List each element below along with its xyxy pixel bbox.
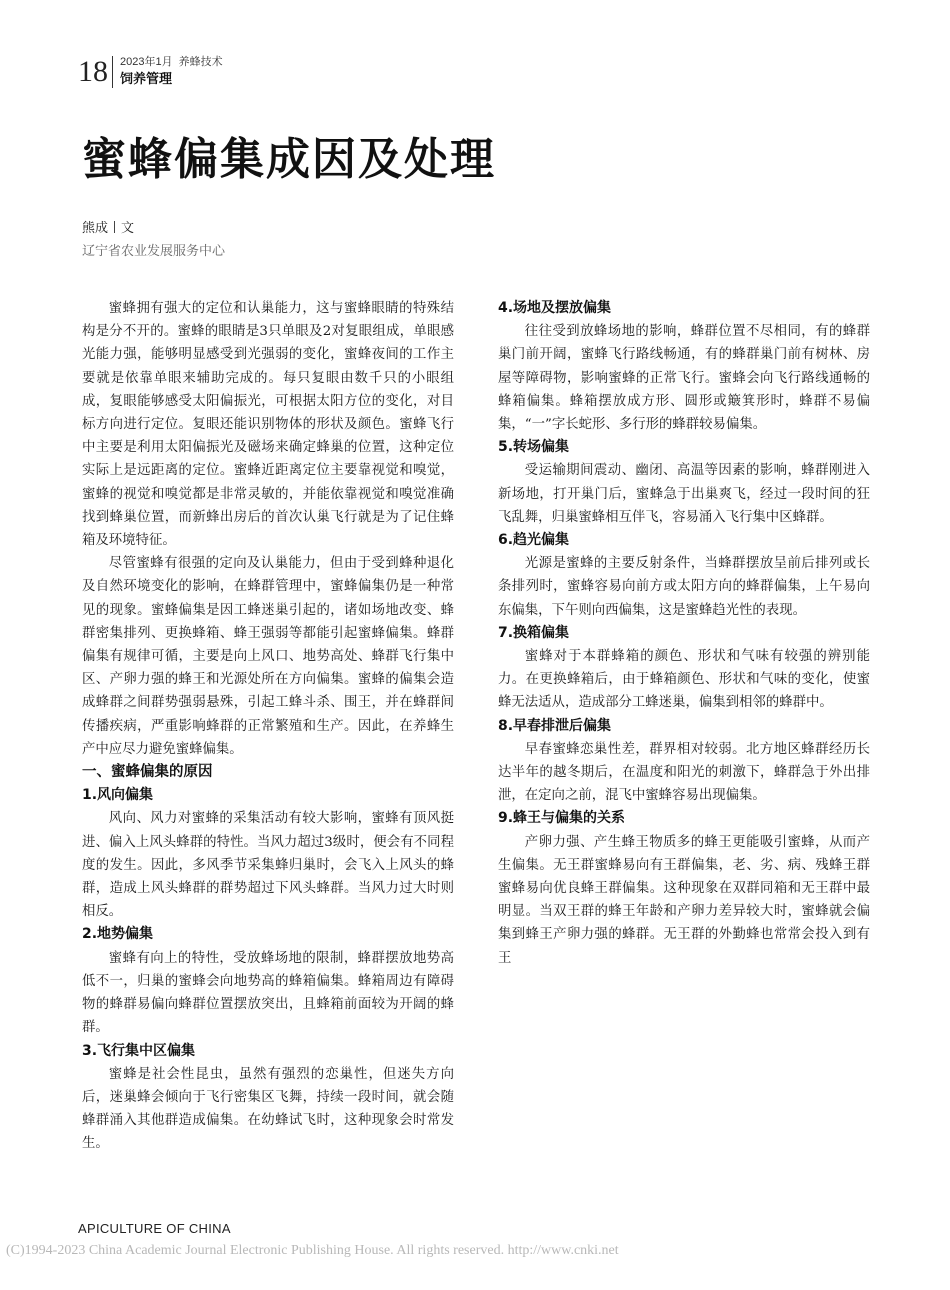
copyright-watermark: (C)1994-2023 China Academic Journal Electronic Publishing House. All rights reserved. http://www.cnki.net xyxy=(6,1243,619,1258)
paragraph-spring: 早春蜜蜂恋巢性差，群界相对较弱。北方地区蜂群经历长达半年的越冬期后，在温度和阳光的刺激下，蜂群急于外出排泄，在定向之前，混飞中蜜蜂容易出现偏集。 xyxy=(498,741,870,804)
paragraph-site: 往往受到放蜂场地的影响，蜂群位置不尽相同，有的蜂群巢门前开阔，蜜蜂飞行路线畅通，有的蜂群巢门前有树林、房屋等障碍物，影响蜜蜂的正常飞行。蜜蜂会向飞行路线通畅的蜂箱偏集。蜂箱摆放成方形、圆形或簸箕形时，蜂群不易偏集，“一”字长蛇形、多行形的蜂群较易偏集。 xyxy=(498,324,870,433)
byline-divider xyxy=(114,221,115,233)
subheading-spring: 8.早春排泄后偏集 xyxy=(498,717,612,734)
section-name: 饲养管理 xyxy=(120,71,173,86)
issue-date: 2023年1月 xyxy=(120,56,173,68)
author-affiliation: 辽宁省农业发展服务中心 xyxy=(82,244,226,259)
article-title: 蜜蜂偏集成因及处理 xyxy=(82,134,496,185)
subheading-wind: 1.风向偏集 xyxy=(82,787,154,804)
paragraph-flight-zone: 蜜蜂是社会性昆虫，虽然有强烈的恋巢性，但迷失方向后，迷巢蜂会倾向于飞行密集区飞舞，持续一段时间，就会随蜂群涌入其他群造成偏集。在幼蜂试飞时，这种现象会时常发生。 xyxy=(82,1066,454,1152)
paragraph-hive-change: 蜜蜂对于本群蜂箱的颜色、形状和气味有较强的辨别能力。在更换蜂箱后，由于蜂箱颜色、形状和气味的变化，使蜜蜂无法适从，造成部分工蜂迷巢，偏集到相邻的蜂群中。 xyxy=(498,649,870,711)
author-name: 熊成 xyxy=(82,221,109,236)
paragraph-phototaxis: 光源是蜜蜂的主要反射条件，当蜂群摆放呈前后排列或长条排列时，蜜蜂容易向前方或太阳方向的蜂群偏集，上午易向东偏集，下午则向西偏集，这是蜜蜂趋光性的表现。 xyxy=(498,556,870,618)
paragraph-relocation: 受运输期间震动、幽闭、高温等因素的影响，蜂群刚进入新场地，打开巢门后，蜜蜂急于出巢爽飞，经过一段时间的狂飞乱舞，归巢蜜蜂相互伴飞，容易涌入飞行集中区蜂群。 xyxy=(498,463,870,525)
subheading-flight-zone: 3.飞行集中区偏集 xyxy=(82,1042,196,1059)
paragraph-terrain: 蜜蜂有向上的特性，受放蜂场地的限制，蜂群摆放地势高低不一，归巢的蜜蜂会向地势高的蜂箱偏集。蜂箱周边有障碍物的蜂群易偏向蜂群位置摆放突出，且蜂箱前面较为开阔的蜂群。 xyxy=(82,950,454,1036)
section-heading-causes: 一、蜜蜂偏集的原因 xyxy=(82,764,213,781)
intro-paragraph-2: 尽管蜜蜂有很强的定向及认巢能力，但由于受到蜂种退化及自然环境变化的影响，在蜂群管理中，蜜蜂偏集仍是一种常见的现象。蜜蜂偏集是因工蜂迷巢引起的，诸如场地改变、蜂群密集排列、更换蜂箱、蜂王强弱等都能引起蜜蜂偏集。蜂群偏集有规律可循，主要是向上风口、地势高处、蜂群飞行集中区、产卵力强的蜂王和光源处所在方向偏集。蜜蜂的偏集会造成蜂群之间群势强弱悬殊，引起工蜂斗杀、围王，并在蜂群间传播疾病，严重影响蜂群的正常繁殖和生产。因此，在养蜂生产中应尽力避免蜜蜂偏集。 xyxy=(82,556,454,757)
subheading-relocation: 5.转场偏集 xyxy=(498,439,570,456)
right-column xyxy=(498,297,870,970)
subheading-hive-change: 7.换箱偏集 xyxy=(498,624,570,641)
page-number: 18 xyxy=(78,55,108,88)
intro-paragraph-1: 蜜蜂拥有强大的定位和认巢能力，这与蜜蜂眼睛的特殊结构是分不开的。蜜蜂的眼睛是3只单眼及2对复眼组成，单眼感光能力强，能够明显感受到光强弱的变化，蜜蜂夜间的工作主要就是依靠单眼来辅助完成的。每只复眼由数千只的小眼组成，复眼能够感受太阳偏振光，可根据太阳方位的变化，对目标方向进行定位。复眼还能识别物体的形状及颜色。蜜蜂飞行中主要是利用太阳偏振光及磁场来确定蜂巢的位置，这种定位实际上是远距离的定位。蜜蜂近距离定位主要靠视觉和嗅觉，蜜蜂的视觉和嗅觉都是非常灵敏的，并能依靠视觉和嗅觉准确找到蜂巢位置，而新蜂出房后的首次认巢飞行就是为了记住蜂箱及环境特征。 xyxy=(82,301,454,549)
header-divider xyxy=(112,56,113,88)
subheading-site: 4.场地及摆放偏集 xyxy=(498,300,612,316)
issue-line xyxy=(120,55,223,70)
journal-name: 养蜂技术 xyxy=(178,56,223,68)
author-role: 文 xyxy=(121,221,135,236)
left-column xyxy=(82,297,454,1156)
subheading-terrain: 2.地势偏集 xyxy=(82,926,154,943)
subheading-queen: 9.蜂王与偏集的关系 xyxy=(498,810,626,827)
running-header xyxy=(120,55,223,88)
subheading-phototaxis: 6.趋光偏集 xyxy=(498,532,570,549)
byline xyxy=(82,220,134,238)
paragraph-wind: 风向、风力对蜜蜂的采集活动有较大影响，蜜蜂有顶风挺进、偏入上风头蜂群的特性。当风力超过3级时，便会有不同程度的发生。因此，多风季节采集蜂归巢时，会飞入上风头的蜂群，造成上风头蜂群的群势超过下风头蜂群。当风力过大时则相反。 xyxy=(82,811,454,920)
paragraph-queen: 产卵力强、产生蜂王物质多的蜂王更能吸引蜜蜂，从而产生偏集。无王群蜜蜂易向有王群偏集，老、劣、病、残蜂王群蜜蜂易向优良蜂王群偏集。这种现象在双群同箱和无王群中最明显。当双王群的蜂王年龄和产卵力差异较大时，蜜蜂就会偏集到蜂王产卵力强的蜂群。无王群的外勤蜂也常常会投入到有王 xyxy=(498,834,870,966)
footer-journal-name: APICULTURE OF CHINA xyxy=(78,1221,231,1236)
